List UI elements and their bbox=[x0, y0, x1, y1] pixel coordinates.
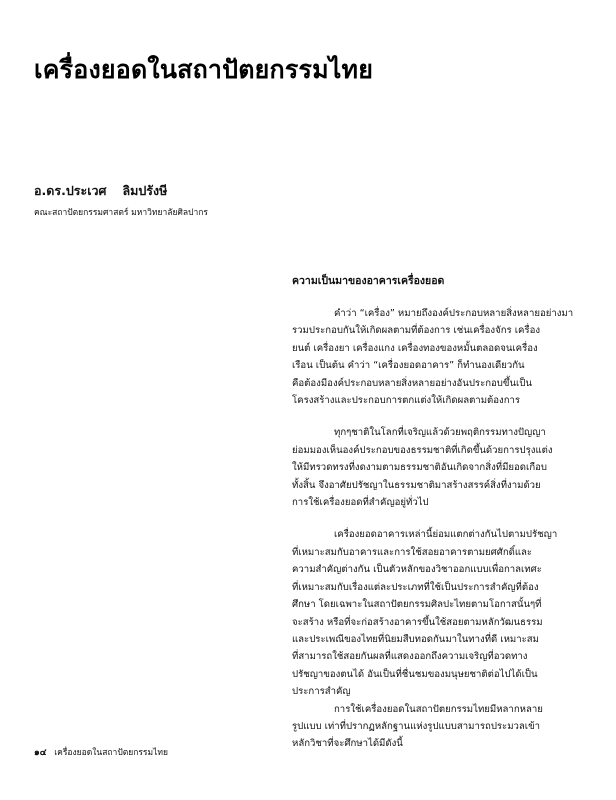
paragraph-line: โครงสร้างและประกอบการตกแต่งให้เกิดผลตามต้องการ bbox=[292, 395, 521, 407]
body-column bbox=[292, 272, 574, 753]
paragraph-line: หลักวิชาที่จะศึกษาได้มีดังนี้ bbox=[292, 738, 403, 750]
running-title: เครื่องยอดในสถาปัตยกรรมไทย bbox=[54, 748, 168, 758]
paragraph-4 bbox=[292, 701, 574, 753]
paragraph-line: การใช้เครื่องยอดในสถาปัตยกรรมไทยมีหลากหลาย bbox=[334, 703, 543, 715]
paragraph-line: จะสร้าง หรือที่จะก่อสร้างอาคารขึ้นใช้สอยตามหลักวัฒนธรรม bbox=[292, 616, 543, 628]
paragraph-1 bbox=[292, 305, 574, 409]
paragraph-line: ทั้งสิ้น จึงอาศัยปรัชญาในธรรมชาติมาสร้างสรรค์สิ่งที่งามด้วย bbox=[292, 479, 541, 491]
paragraph-line: ความสำคัญต่างกัน เป็นตัวหลักของวิชาออกแบบเพื่อกาลเทศะ bbox=[292, 564, 542, 576]
paragraph-line: ที่เหมาะสมกับเรื่องแต่ละประเภทที่ใช้เป็นประการสำคัญที่ต้อง bbox=[292, 581, 539, 593]
paragraph-line: คำว่า “เครื่อง” หมายถึงองค์ประกอบหลายสิ่งหลายอย่างมา bbox=[334, 308, 574, 319]
paragraph-2 bbox=[292, 424, 574, 511]
paragraph-line: ปรัชญาของตนได้ อันเป็นที่ชื่นชมของมนุษยชาติต่อไปได้เป็น bbox=[292, 668, 538, 680]
author-surname: ลิมปรังษี bbox=[122, 183, 168, 198]
paragraph-line: ให้มีทรวดทรงที่งดงามตามธรรมชาติอันเกิดจากสิ่งที่มียอดเกือบ bbox=[292, 462, 547, 474]
paragraph-line: รวมประกอบกันให้เกิดผลตามที่ต้องการ เช่นเครื่องจักร เครื่อง bbox=[292, 325, 541, 337]
paragraph-line: เครื่องยอดอาคารเหล่านี้ย่อมแตกต่างกันไปตามปรัชญา bbox=[334, 529, 558, 541]
paragraph-line: ทุกๆชาติในโลกที่เจริญแล้วด้วยพฤติกรรมทางปัญญา bbox=[334, 427, 546, 439]
author-name bbox=[34, 181, 167, 201]
paragraph-line: ยนต์ เครื่องยา เครื่องแกง เครื่องทองของหมั้นตลอดจนเครื่อง bbox=[292, 342, 538, 354]
page-footer bbox=[34, 745, 168, 759]
paragraph-line: ที่สามารถใช้สอยกันผลที่แสดงออกถึงความเจริญที่อวดทาง bbox=[292, 651, 528, 663]
page-title: เครื่องยอดในสถาปัตยกรรมไทย bbox=[34, 55, 374, 84]
section-heading: ความเป็นมาของอาคารเครื่องยอด bbox=[292, 275, 445, 287]
paragraph-3 bbox=[292, 526, 574, 700]
page-number: ๑๔ bbox=[34, 748, 47, 758]
paragraph-line: คือต้องมีองค์ประกอบหลายสิ่งหลายอย่างอันประกอบขึ้นเป็น bbox=[292, 377, 532, 389]
author-affiliation: คณะสถาปัตยกรรมศาสตร์ มหาวิทยาลัยศิลปากร bbox=[34, 208, 208, 218]
paragraph-line: ที่เหมาะสมกับอาคารและการใช้สอยอาคารตามยศศักดิ์และ bbox=[292, 546, 533, 558]
paragraph-line: และประเพณีของไทยที่นิยมสืบทอดกันมาในทางที่ดี เหมาะสม bbox=[292, 633, 539, 645]
paragraph-line: ประการสำคัญ bbox=[292, 686, 351, 698]
paragraph-line: เรือน เป็นต้น คำว่า “เครื่องยอดอาคาร” ก็ทำนองเดียวกัน bbox=[292, 360, 525, 372]
paragraph-line: ศึกษา โดยเฉพาะในสถาปัตยกรรมศิลปะไทยตามโอกาสนั้นๆที่ bbox=[292, 599, 542, 611]
author-prefix-name: อ.ดร.ประเวศ bbox=[34, 183, 107, 198]
paragraph-line: รูปแบบ เท่าที่ปรากฏหลักฐานแห่งรูปแบบสามารถประมวลเข้า bbox=[292, 720, 541, 732]
paragraph-line: ย่อมมองเห็นองค์ประกอบของธรรมชาติที่เกิดขึ้นด้วยการปรุงแต่ง bbox=[292, 444, 553, 456]
paragraph-line: การใช้เครื่องยอดที่สำคัญอยู่ทั่วไป bbox=[292, 497, 429, 509]
